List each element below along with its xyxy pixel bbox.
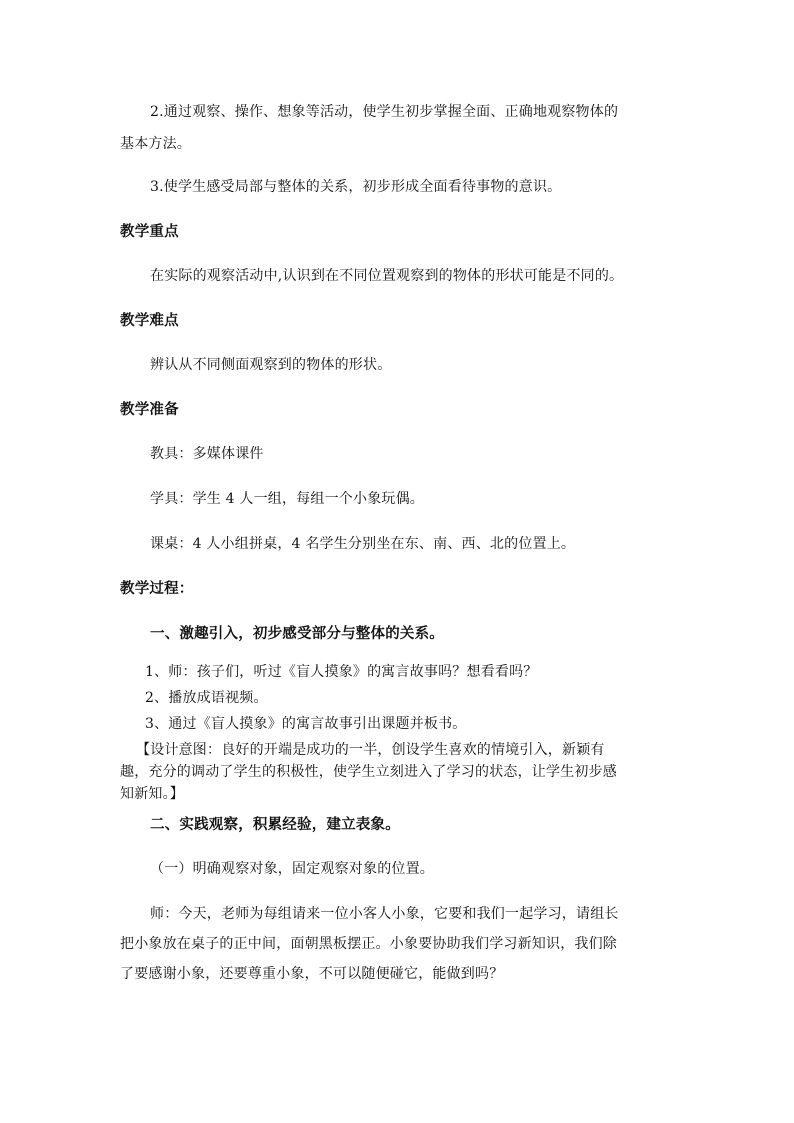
section-1-title: 一、激趣引入，初步感受部分与整体的关系。 (150, 625, 444, 642)
section-2-title: 二、实践观察，积累经验，建立表象。 (150, 816, 400, 833)
section-2-subsection-1: （一）明确观察对象，固定观察对象的位置。 (150, 861, 434, 877)
section-1-step-3: 3、通过《盲人摸象》的寓言故事引出课题并板书。 (145, 716, 467, 732)
design-intent-line-2: 趣，充分的调动了学生的积极性，使学生立刻进入了学习的状态，让学生初步感 (120, 764, 617, 780)
student-tools: 学具：学生 4 人一组，每组一个小象玩偶。 (150, 491, 425, 507)
design-intent-line-1: 【设计意图：良好的开端是成功的一半，创设学生喜欢的情境引入，新颖有 (136, 742, 605, 758)
process-heading: 教学过程： (120, 580, 194, 597)
preparation-heading: 教学准备 (120, 401, 179, 418)
teacher-speech-line-2: 把小象放在桌子的正中间，面朝黑板摆正。小象要协助我们学习新知识，我们除 (120, 936, 617, 952)
teacher-tools: 教具：多媒体课件 (150, 446, 264, 462)
objective-2-line-1: 2.通过观察、操作、想象等活动，使学生初步掌握全面、正确地观察物体的 (150, 104, 619, 120)
section-1-step-2: 2、播放成语视频。 (145, 690, 268, 706)
difficulties-heading: 教学难点 (120, 312, 179, 329)
objective-3: 3.使学生感受局部与整体的关系，初步形成全面看待事物的意识。 (150, 179, 562, 195)
objective-2-line-2: 基本方法。 (120, 136, 191, 152)
key-points-text: 在实际的观察活动中,认识到在不同位置观察到的物体的形状可能是不同的。 (150, 268, 624, 284)
key-points-heading: 教学重点 (120, 223, 179, 240)
teacher-speech-line-1: 师：今天，老师为每组请来一位小客人小象，它要和我们一起学习，请组长 (150, 906, 619, 922)
section-1-step-1: 1、师：孩子们，听过《盲人摸象》的寓言故事吗？想看看吗？ (145, 664, 538, 680)
design-intent-line-3: 知新知。】 (120, 786, 184, 802)
difficulties-text: 辨认从不同侧面观察到的物体的形状。 (150, 357, 392, 373)
teacher-speech-line-3: 了要感谢小象，还要尊重小象，不可以随便碰它，能做到吗？ (120, 966, 504, 982)
desk-arrangement: 课桌：4 人小组拼桌，4 名学生分别坐在东、南、西、北的位置上。 (150, 536, 576, 552)
